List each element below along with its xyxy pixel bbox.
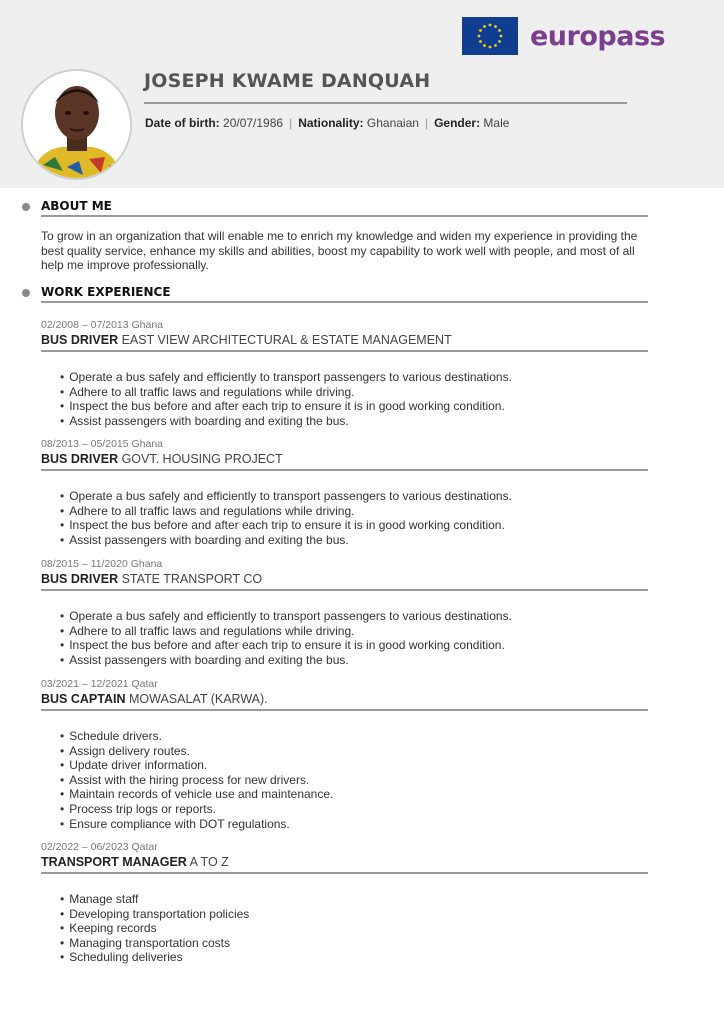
duty-item: • Maintain records of vehicle use and maintenance. — [60, 787, 648, 802]
duty-item: • Process trip logs or reports. — [60, 802, 648, 817]
separator: | — [424, 116, 429, 130]
duty-item: • Inspect the bus before and after each trip to ensure it is in good working condition. — [60, 638, 648, 653]
europass-logo — [462, 17, 665, 55]
duty-item: • Operate a bus safely and efficiently to transport passengers to various destinations. — [60, 609, 648, 624]
job-title — [41, 572, 648, 591]
duty-item: • Managing transportation costs — [60, 936, 648, 951]
gender-label: Gender: — [434, 116, 481, 130]
duty-item: • Inspect the bus before and after each trip to ensure it is in good working condition. — [60, 518, 648, 533]
duty-item: • Adhere to all traffic laws and regulations while driving. — [60, 624, 648, 639]
dob-value: 20/07/1986 — [223, 116, 284, 130]
duty-item: • Assist passengers with boarding and exiting the bus. — [60, 653, 648, 668]
job-title — [41, 855, 648, 874]
job-date: 03/2021 – 12/2021 Qatar — [41, 678, 158, 690]
job-duties — [60, 370, 648, 428]
job-date: 08/2015 – 11/2020 Ghana — [41, 558, 163, 570]
duty-item: • Developing transportation policies — [60, 907, 648, 922]
duty-item: • Update driver information. — [60, 758, 648, 773]
job-duties — [60, 729, 648, 831]
nationality-label: Nationality: — [298, 116, 364, 130]
job-role: BUS DRIVER — [41, 333, 119, 347]
dob-label: Date of birth: — [145, 116, 220, 130]
eu-flag-icon — [462, 17, 518, 55]
about-text: To grow in an organization that will enable me to enrich my knowledge and widen my experience in providing the best quality service, enhance my skills and abilities, boost my capability to work well with people, and most of all help me improve professionally. — [41, 229, 638, 273]
duty-item: • Inspect the bus before and after each trip to ensure it is in good working condition. — [60, 399, 648, 414]
job-date: 02/2022 – 06/2023 Qatar — [41, 841, 158, 853]
job-entry — [41, 558, 648, 667]
work-title: WORK EXPERIENCE — [41, 285, 171, 299]
job-duties — [60, 892, 648, 965]
job-title — [41, 333, 648, 352]
duty-item: • Schedule drivers. — [60, 729, 648, 744]
duty-item: • Keeping records — [60, 921, 648, 936]
job-role: BUS CAPTAIN — [41, 692, 126, 706]
about-section — [41, 199, 648, 273]
cv-header — [0, 0, 724, 188]
work-section — [41, 285, 648, 303]
profile-photo — [21, 69, 132, 180]
job-employer: STATE TRANSPORT CO — [121, 572, 263, 586]
job-role: BUS DRIVER — [41, 572, 119, 586]
duty-item: • Operate a bus safely and efficiently to transport passengers to various destinations. — [60, 370, 648, 385]
job-date: 02/2008 – 07/2013 Ghana — [41, 319, 164, 331]
duty-item: • Assist passengers with boarding and exiting the bus. — [60, 533, 648, 548]
job-duties — [60, 609, 648, 667]
europass-logo-text: europass — [530, 20, 666, 52]
separator: | — [289, 116, 293, 130]
job-entry — [41, 438, 648, 547]
job-role: TRANSPORT MANAGER — [41, 855, 187, 869]
job-title — [41, 692, 648, 711]
section-bullet-icon — [22, 289, 30, 297]
job-entry — [41, 678, 648, 831]
job-employer: EAST VIEW ARCHITECTURAL & ESTATE MANAGEMENT — [121, 333, 452, 347]
job-title — [41, 452, 648, 471]
section-bullet-icon — [22, 203, 30, 211]
job-employer: MOWASALAT (KARWA). — [128, 692, 268, 706]
job-duties — [60, 489, 648, 547]
personal-info — [145, 116, 509, 130]
duty-item: • Assist passengers with boarding and exiting the bus. — [60, 414, 648, 429]
job-date: 08/2013 – 05/2015 Ghana — [41, 438, 164, 450]
candidate-name: JOSEPH KWAME DANQUAH — [144, 70, 431, 92]
nationality-value: Ghanaian — [366, 116, 419, 130]
duty-item: • Assist with the hiring process for new drivers. — [60, 773, 648, 788]
name-divider — [144, 102, 627, 104]
duty-item: • Operate a bus safely and efficiently to transport passengers to various destinations. — [60, 489, 648, 504]
about-title: ABOUT ME — [41, 199, 112, 213]
duty-item: • Adhere to all traffic laws and regulations while driving. — [60, 385, 648, 400]
about-heading — [41, 199, 648, 217]
job-role: BUS DRIVER — [41, 452, 119, 466]
duty-item: • Ensure compliance with DOT regulations. — [60, 817, 648, 832]
duty-item: • Adhere to all traffic laws and regulations while driving. — [60, 504, 648, 519]
person-avatar-icon — [23, 71, 130, 178]
job-employer: GOVT. HOUSING PROJECT — [121, 452, 283, 466]
job-entry — [41, 841, 648, 965]
gender-value: Male — [483, 116, 510, 130]
duty-item: • Scheduling deliveries — [60, 950, 648, 965]
work-heading — [41, 285, 648, 303]
job-employer: A TO Z — [189, 855, 229, 869]
duty-item: • Manage staff — [60, 892, 648, 907]
duty-item: • Assign delivery routes. — [60, 744, 648, 759]
job-entry — [41, 319, 648, 428]
